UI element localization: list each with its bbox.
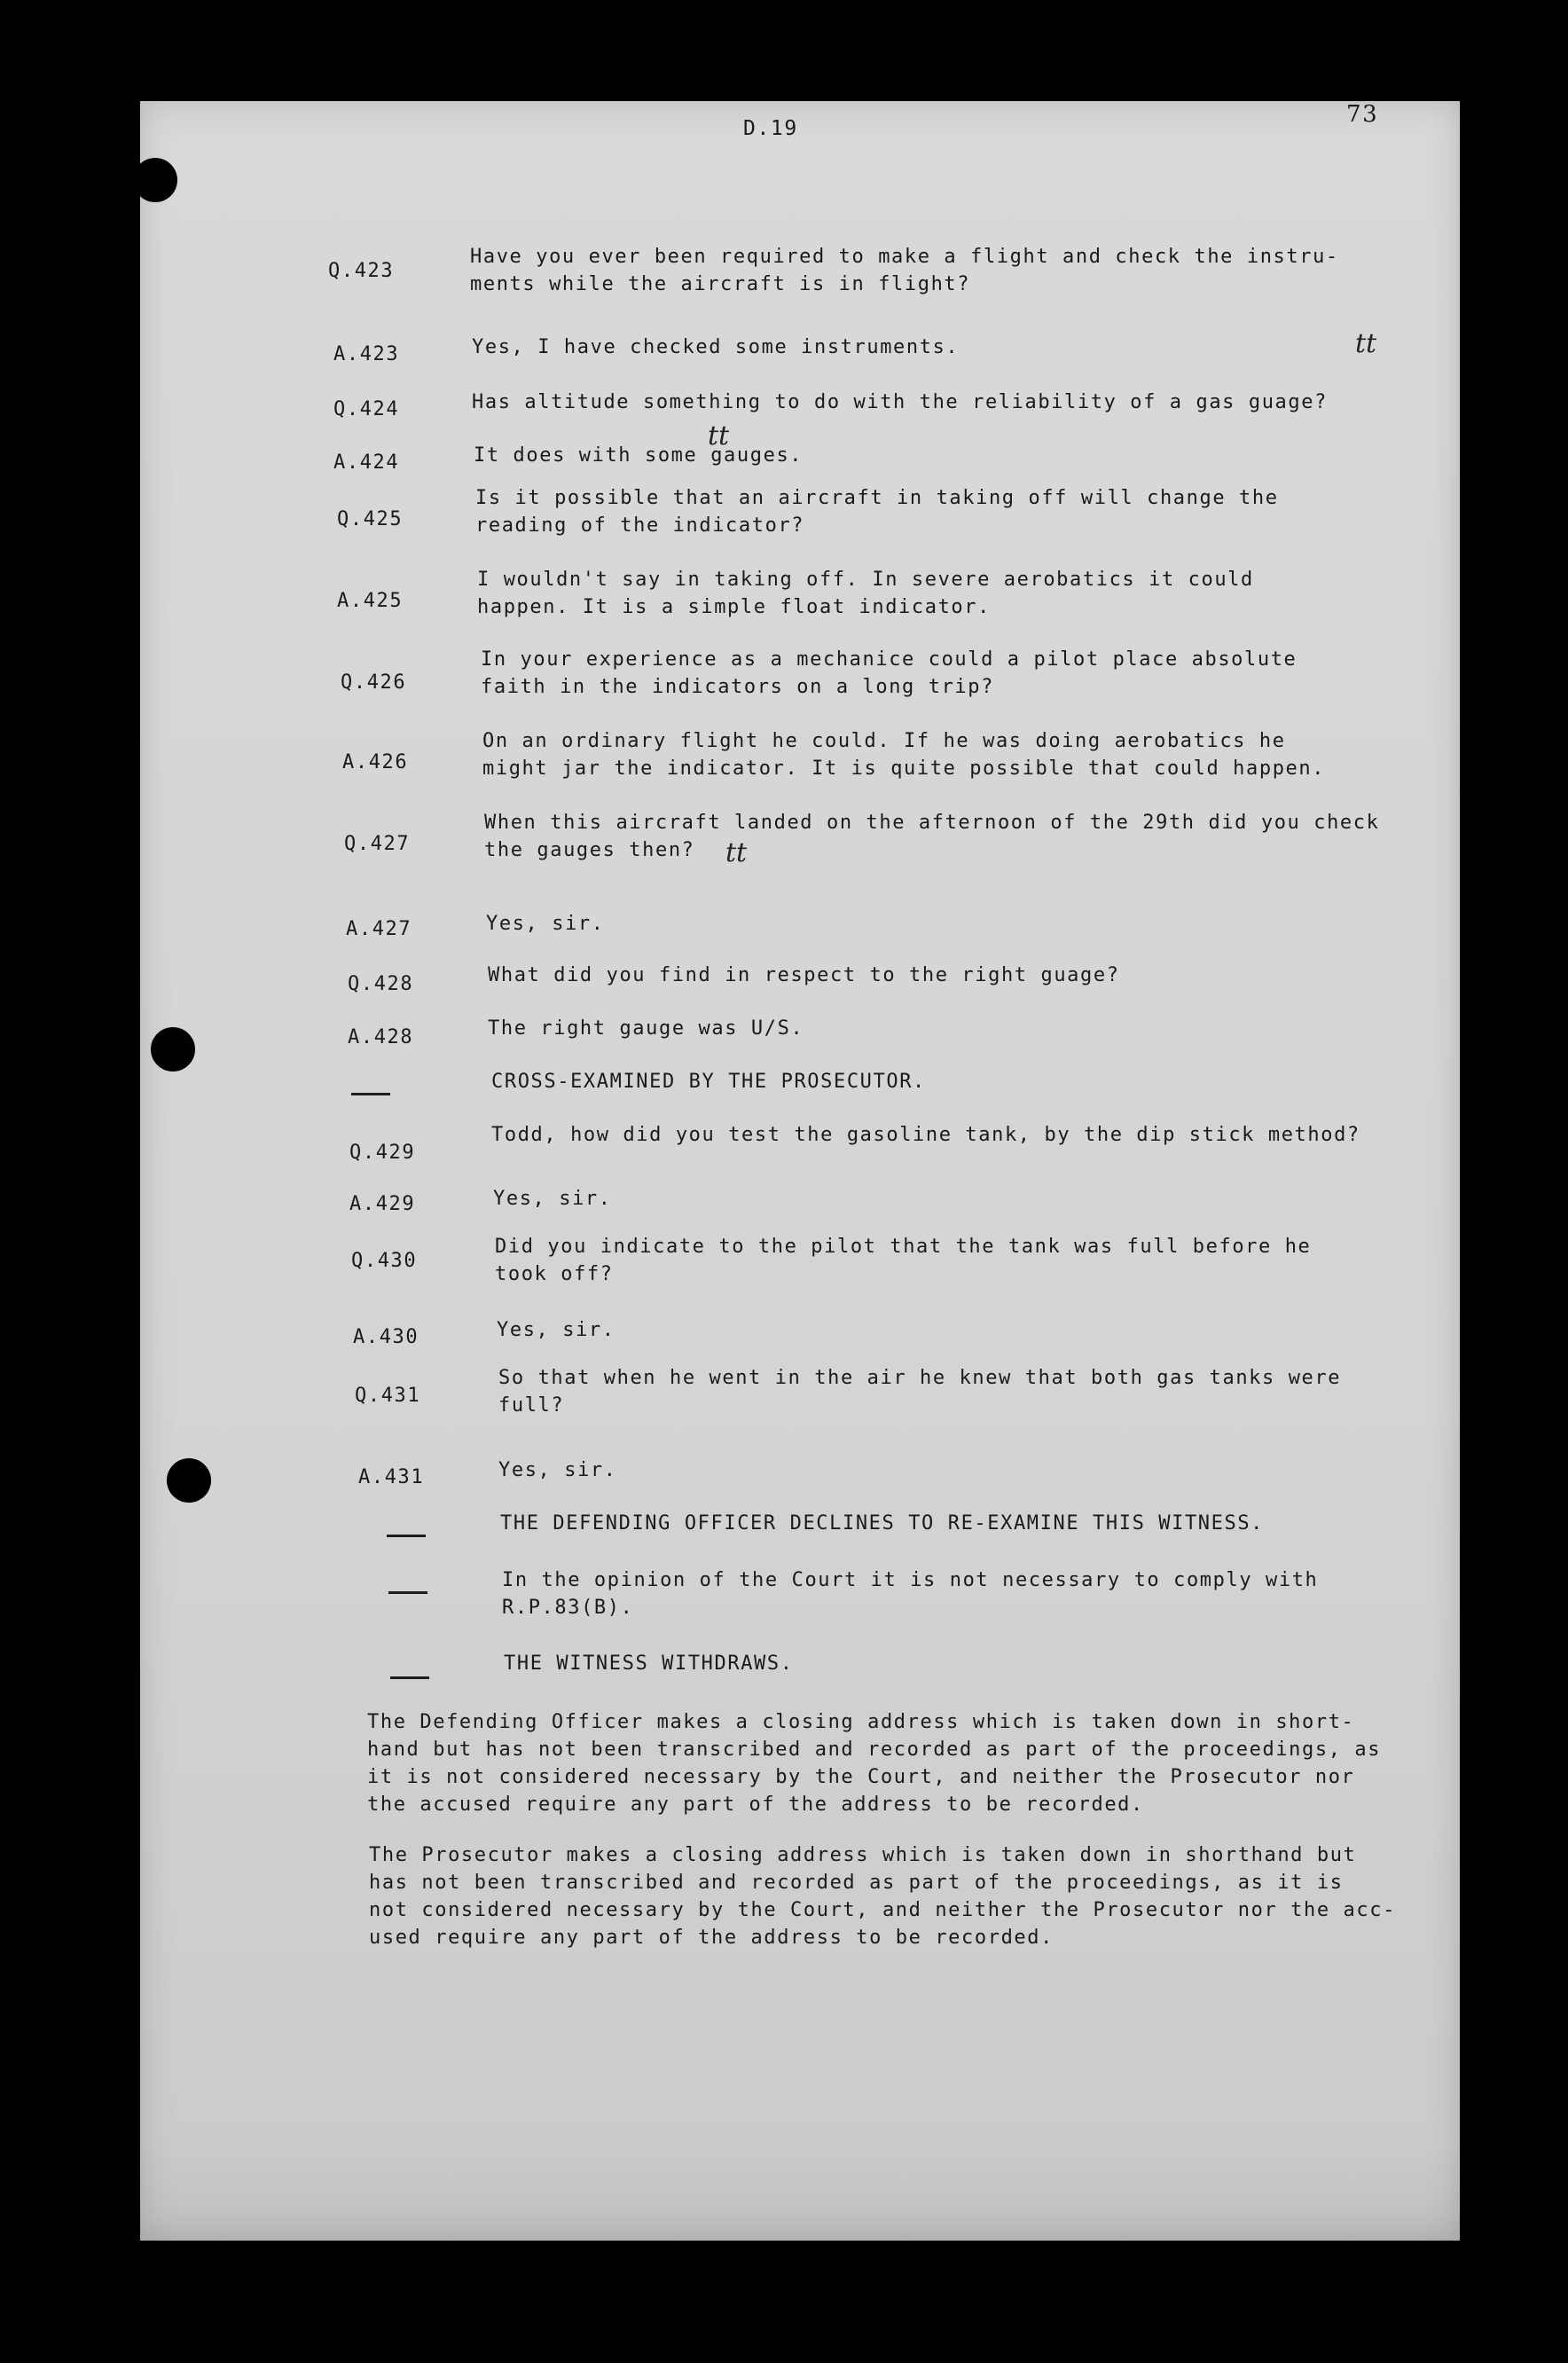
entry-label: Q.423	[328, 260, 395, 282]
entry-label-dash	[351, 1093, 390, 1095]
entry-text: Did you indicate to the pilot that the tank was full before he took off?	[495, 1236, 1312, 1285]
entry-label: Q.429	[349, 1142, 416, 1164]
entry-label: Q.427	[344, 833, 411, 855]
entry-text: Yes, sir.	[493, 1188, 612, 1210]
entry-label: Q.424	[333, 398, 400, 420]
handwritten-initials: tt	[1355, 328, 1377, 359]
document-reference: D.19	[743, 117, 798, 140]
entry-text: On an ordinary flight he could. If he was doing aerobatics he might jar the indicator. It is quite possible that could happen.	[482, 730, 1326, 780]
handwritten-initials: tt	[708, 420, 730, 451]
entry-text: Have you ever been required to make a flight and check the instru- ments while the aircraft is in flight?	[470, 246, 1339, 295]
entry-text: So that when he went in the air he knew that both gas tanks were full?	[498, 1367, 1342, 1417]
section-heading: THE WITNESS WITHDRAWS.	[504, 1653, 794, 1675]
entry-text: Is it possible that an aircraft in taking off will change the reading of the indicator?	[475, 487, 1279, 537]
entry-text: Yes, sir.	[497, 1319, 615, 1341]
entry-text: Has altitude something to do with the reliability of a gas guage?	[472, 391, 1328, 413]
entry-label: A.430	[353, 1326, 419, 1348]
entry-label: A.423	[333, 343, 400, 365]
handwritten-initials: tt	[725, 837, 748, 868]
punch-hole-top	[133, 158, 177, 202]
page-number: 73	[1346, 101, 1379, 128]
entry-text: When this aircraft landed on the afternoon of the 29th did you check the gauges then?	[484, 812, 1380, 861]
entry-text: In the opinion of the Court it is not necessary to comply with R.P.83(B).	[502, 1569, 1319, 1619]
closing-paragraph: The Defending Officer makes a closing address which is taken down in short- hand but has not been transcribed and recorded as part of the proceedings, as it is not considered necessary by the Court, and neither the Prosecutor nor the accused require any part of the address to be recorded.	[367, 1711, 1382, 1816]
entry-label: Q.430	[351, 1250, 418, 1272]
punch-hole-bottom	[167, 1458, 211, 1503]
section-heading: THE DEFENDING OFFICER DECLINES TO RE-EXAMINE THIS WITNESS.	[500, 1512, 1265, 1535]
scan-shadow	[140, 2143, 1460, 2241]
entry-label-dash	[390, 1676, 429, 1679]
entry-label: A.431	[358, 1466, 425, 1488]
punch-hole-middle	[151, 1027, 195, 1072]
entry-label: A.428	[348, 1026, 414, 1048]
entry-text: Yes, sir.	[486, 913, 605, 935]
entry-text: In your experience as a mechanice could a pilot place absolute faith in the indicators on a long trip?	[481, 648, 1298, 698]
section-heading: CROSS-EXAMINED BY THE PROSECUTOR.	[491, 1071, 926, 1093]
entry-label: A.427	[346, 918, 412, 940]
entry-text: It does with some gauges.	[474, 444, 804, 467]
entry-label: Q.425	[337, 508, 404, 530]
entry-label: A.429	[349, 1193, 416, 1215]
entry-label: Q.426	[341, 671, 407, 694]
entry-text: What did you find in respect to the right guage?	[488, 964, 1120, 986]
entry-label: Q.431	[355, 1385, 421, 1407]
entry-text: Yes, sir.	[498, 1459, 617, 1481]
entry-label: A.426	[342, 751, 409, 773]
entry-label-dash	[388, 1591, 427, 1594]
entry-label: A.424	[333, 451, 400, 474]
entry-text: The right gauge was U/S.	[488, 1017, 804, 1040]
entry-text: Todd, how did you test the gasoline tank, by the dip stick method?	[491, 1124, 1360, 1146]
entry-text: Yes, I have checked some instruments.	[472, 336, 960, 358]
document-page	[140, 101, 1460, 2241]
entry-text: I wouldn't say in taking off. In severe aerobatics it could happen. It is a simple float indicator.	[477, 569, 1254, 618]
entry-label: Q.428	[348, 973, 414, 995]
entry-label-dash	[387, 1535, 426, 1537]
entry-label: A.425	[337, 590, 404, 612]
closing-paragraph: The Prosecutor makes a closing address which is taken down in shorthand but has not been transcribed and recorded as part of the proceedings, as it is not considered necessary by the Court, and neither the Prosecutor nor the acc- used require any part of the address to be recorded.	[369, 1844, 1396, 1949]
